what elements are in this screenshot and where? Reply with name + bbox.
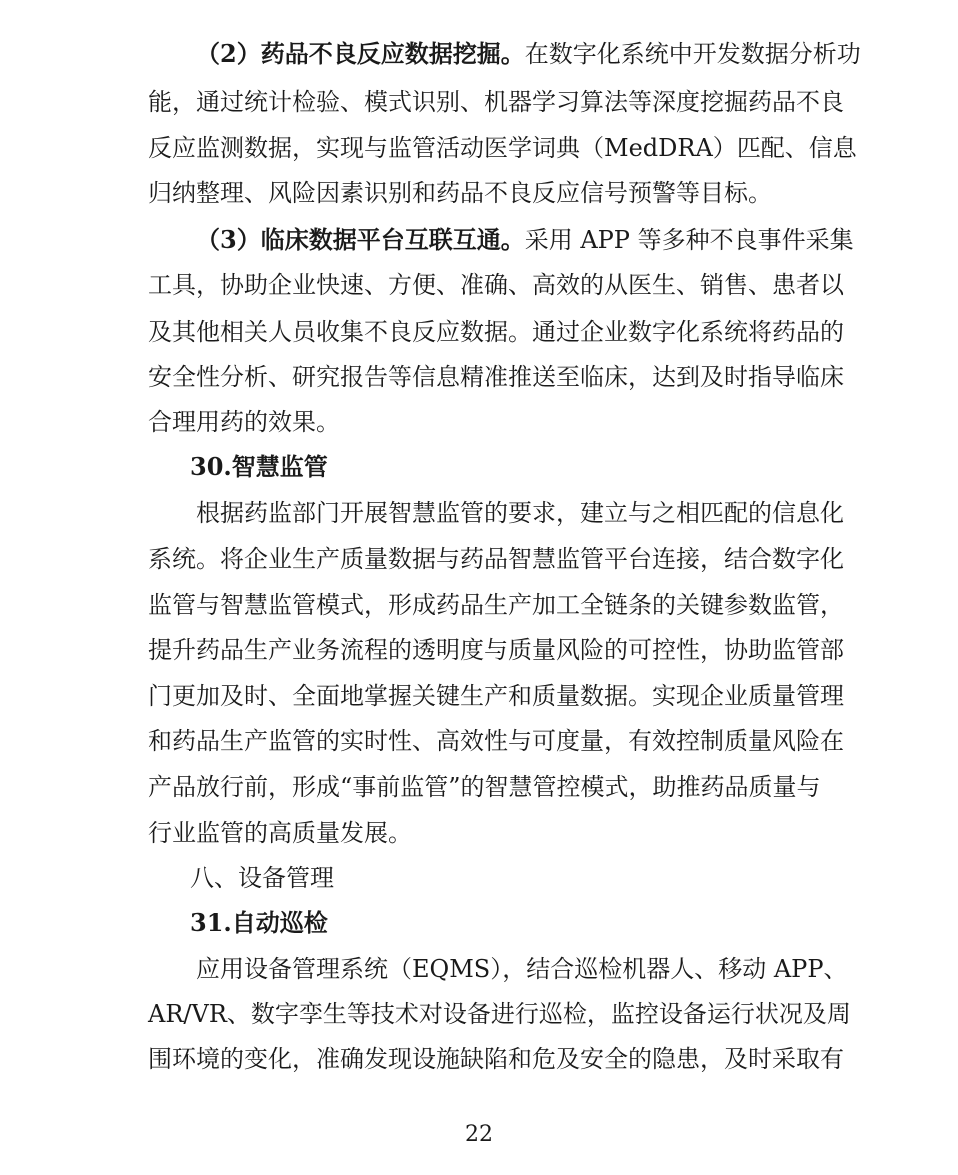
para-smart-line-2: 系统。将企业生产质量数据与药品智慧监管平台连接，结合数字化 xyxy=(148,545,844,573)
para-smart-line-6: 和药品生产监管的实时性、高效性与可度量，有效控制质量风险在 xyxy=(148,727,844,755)
para-inspect-line-1: 应用设备管理系统（EQMS），结合巡检机器人、移动 APP、 xyxy=(196,955,848,983)
para-adr-line-1 xyxy=(196,38,861,70)
para-inspect-line-2: AR/VR、数字孪生等技术对设备进行巡检，监控设备运行状况及周 xyxy=(148,1000,851,1028)
para-clinical-line-4: 安全性分析、研究报告等信息精准推送至临床，达到及时指导临床 xyxy=(148,363,844,391)
para-smart-line-1: 根据药监部门开展智慧监管的要求，建立与之相匹配的信息化 xyxy=(196,499,844,527)
para-adr-line-3: 反应监测数据，实现与监管活动医学词典（MedDRA）匹配、信息 xyxy=(148,134,857,162)
para-adr-line-2: 能，通过统计检验、模式识别、机器学习算法等深度挖掘药品不良 xyxy=(148,88,844,116)
para-inspect-line-3: 围环境的变化，准确发现设施缺陷和危及安全的隐患，及时采取有 xyxy=(148,1045,844,1073)
para-smart-line-7: 产品放行前，形成“事前监管”的智慧管控模式，助推药品质量与 xyxy=(148,773,821,801)
para-clinical-lead: （3）临床数据平台互联互通。 xyxy=(196,225,525,254)
heading-30: 30.智慧监管 xyxy=(190,452,328,481)
para-adr-lead: （2）药品不良反应数据挖掘。 xyxy=(196,39,525,68)
para-clinical-line-1 xyxy=(196,224,854,256)
heading-31: 31.自动巡检 xyxy=(190,908,328,937)
page-number: 22 xyxy=(465,1122,493,1147)
para-clinical-line-3: 及其他相关人员收集不良反应数据。通过企业数字化系统将药品的 xyxy=(148,318,844,346)
section-8-title: 八、设备管理 xyxy=(190,864,334,892)
para-smart-line-5: 门更加及时、全面地掌握关键生产和质量数据。实现企业质量管理 xyxy=(148,682,844,710)
para-adr-line-1-text: 在数字化系统中开发数据分析功 xyxy=(524,40,861,68)
para-adr-line-4: 归纳整理、风险因素识别和药品不良反应信号预警等目标。 xyxy=(148,179,772,207)
para-clinical-line-2: 工具，协助企业快速、方便、准确、高效的从医生、销售、患者以 xyxy=(148,271,844,299)
para-clinical-line-1-text: 采用 APP 等多种不良事件采集 xyxy=(524,226,854,254)
para-smart-line-3: 监管与智慧监管模式，形成药品生产加工全链条的关键参数监管， xyxy=(148,591,844,619)
para-smart-line-8: 行业监管的高质量发展。 xyxy=(148,819,412,847)
para-clinical-line-5: 合理用药的效果。 xyxy=(148,408,340,436)
para-smart-line-4: 提升药品生产业务流程的透明度与质量风险的可控性，协助监管部 xyxy=(148,636,844,664)
